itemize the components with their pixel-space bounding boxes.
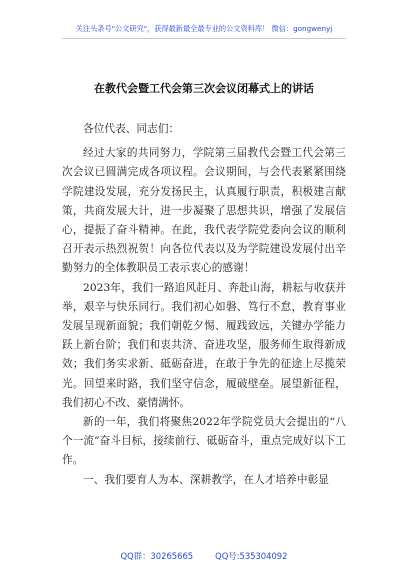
qq-group-link[interactable]: QQ群：30265665 — [120, 551, 194, 561]
paragraph-1: 经过大家的共同努力，学院第三届教代会暨工代会第三次会议已圆满完成各项议程。会议期间，与会代表紧紧围绕学院建设发展，充分发扬民主，认真履行职责，积极建言献策，共商发展大计，进一步凝聚了思想共识，增强了发展信心，提振了奋斗精神。在此，我代表学院党委向会议的顺利召开表示热烈祝贺！向各位代表以及为学院建设发展付出辛勤努力的全体教职员工表示衷心的感谢！ — [62, 147, 346, 275]
document-body — [62, 120, 346, 490]
qq-number-link[interactable]: QQ号:535304092 — [215, 551, 288, 561]
footer-contact — [0, 550, 408, 562]
document-title: 在教代会暨工代会第三次会议闭幕式上的讲话 — [94, 82, 314, 95]
header-promo-banner[interactable]: 关注头条号"公文研究"，获得最新最全最专业的公文资料库！ 微信：gongwenyj — [75, 24, 333, 33]
paragraph-4: 一、我们要育人为本、深耕教学，在人才培养中彰显 — [83, 473, 329, 486]
paragraph-3: 新的一年，我们将聚焦2022年学院党员大会提出的“八个一流”奋斗目标，接续前行、砥砺奋斗，重点完成好以下工作。 — [62, 416, 346, 467]
paragraph-2: 2023年，我们一路追风赶月、奔赴山海，耕耘与收获并举，艰辛与快乐同行。我们初心如磐、笃行不怠，教育事业发展呈现新面貌；我们朝乾夕惕、履践致远，关键办学能力跃上新台阶；我们和衷共济、奋进攻坚，服务师生取得新成效；我们务实求新、砥砺奋进，在敢于争先的征途上尽揽荣光。回望来时路，我们坚守信念，履破壁垒。展望新征程，我们初心不改、豪情满怀。 — [62, 281, 346, 409]
header-divider — [62, 38, 346, 39]
greeting-line: 各位代表、同志们： — [83, 123, 180, 135]
